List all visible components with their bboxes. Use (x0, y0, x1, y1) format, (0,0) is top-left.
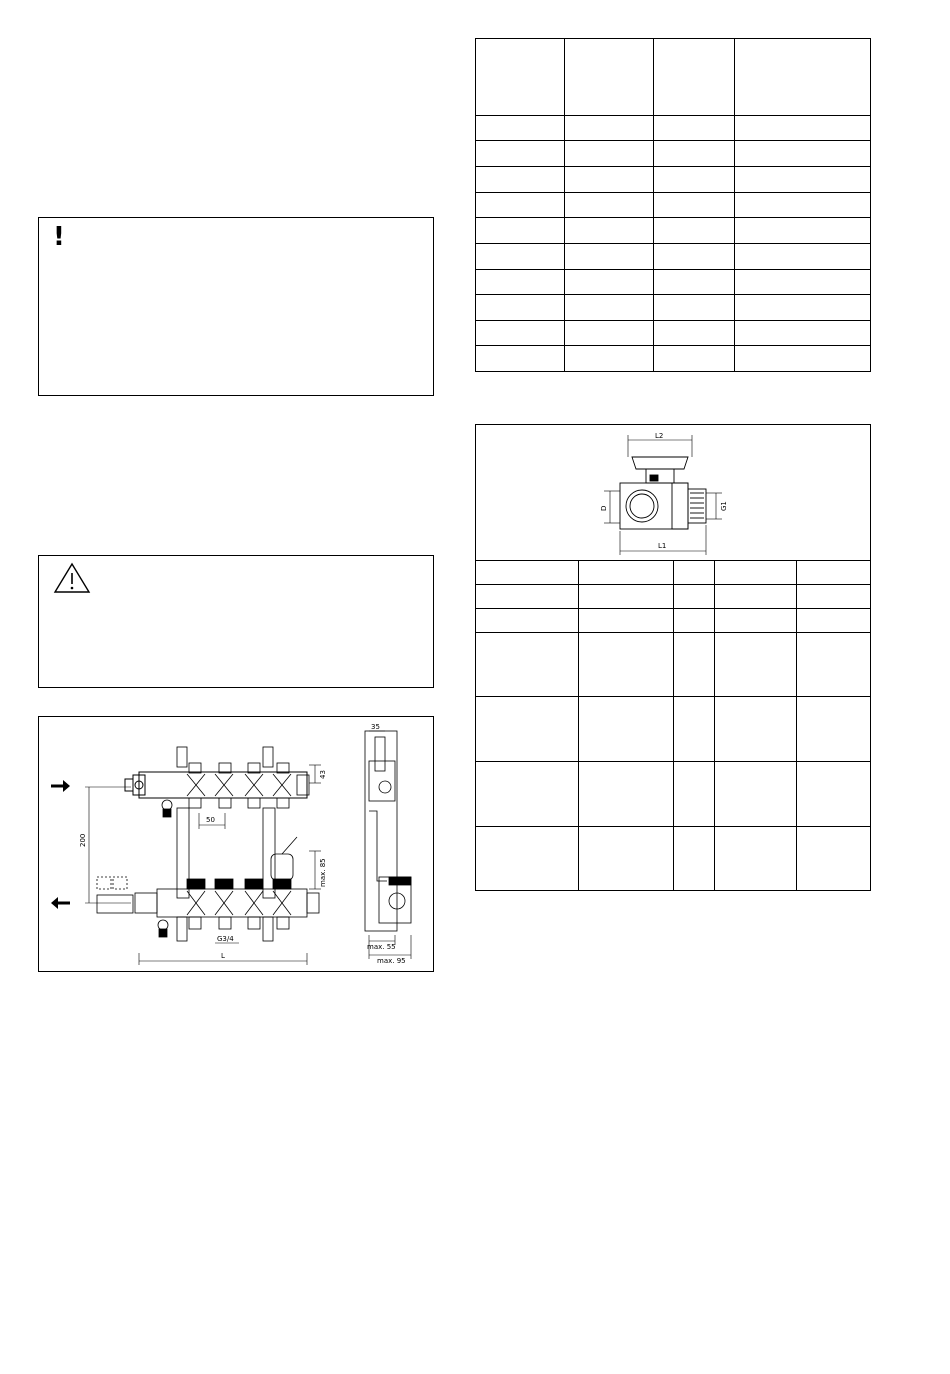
table-row (476, 320, 871, 346)
supply-arrow-icon (51, 780, 70, 792)
dim-l2: L2 (655, 432, 664, 440)
table-row (476, 585, 871, 609)
dim-50: 50 (206, 816, 215, 824)
dim-g1: G1 (720, 501, 728, 511)
manifold-drawing (39, 717, 435, 973)
dim-35: 35 (371, 723, 380, 731)
manifold-drawing-figure (38, 716, 434, 972)
dim-max95: max. 95 (377, 957, 406, 965)
return-arrow-icon (51, 897, 70, 909)
table-row (476, 269, 871, 295)
dim-d: D (600, 505, 608, 511)
dim-l1: L1 (658, 542, 667, 550)
table-row (476, 167, 871, 193)
table-row (476, 192, 871, 218)
dim-43: 43 (319, 770, 327, 779)
exclamation-icon: ! (53, 222, 65, 252)
warning-notice-box (38, 555, 434, 688)
dim-l: L (221, 952, 225, 960)
table-row (476, 243, 871, 269)
dim-max85: max. 85 (319, 858, 327, 887)
ball-valve-drawing (476, 425, 870, 560)
table-row (476, 697, 871, 762)
table-row (476, 218, 871, 244)
spec-table-2 (475, 560, 871, 891)
table-header-row (476, 561, 871, 585)
table-row (476, 295, 871, 321)
table-row (476, 141, 871, 167)
table-row (476, 346, 871, 372)
dim-200: 200 (79, 833, 87, 847)
dim-g34: G3/4 (217, 935, 234, 943)
dim-max55: max. 55 (367, 943, 396, 951)
warning-triangle-icon (52, 561, 92, 595)
table-row (476, 609, 871, 633)
spec-table-1 (475, 38, 871, 372)
ball-valve-figure (475, 424, 871, 561)
important-notice-box (38, 217, 434, 396)
table-row (476, 762, 871, 827)
table-row (476, 633, 871, 697)
table-row (476, 827, 871, 891)
table-header-row (476, 39, 871, 116)
table-row (476, 115, 871, 141)
